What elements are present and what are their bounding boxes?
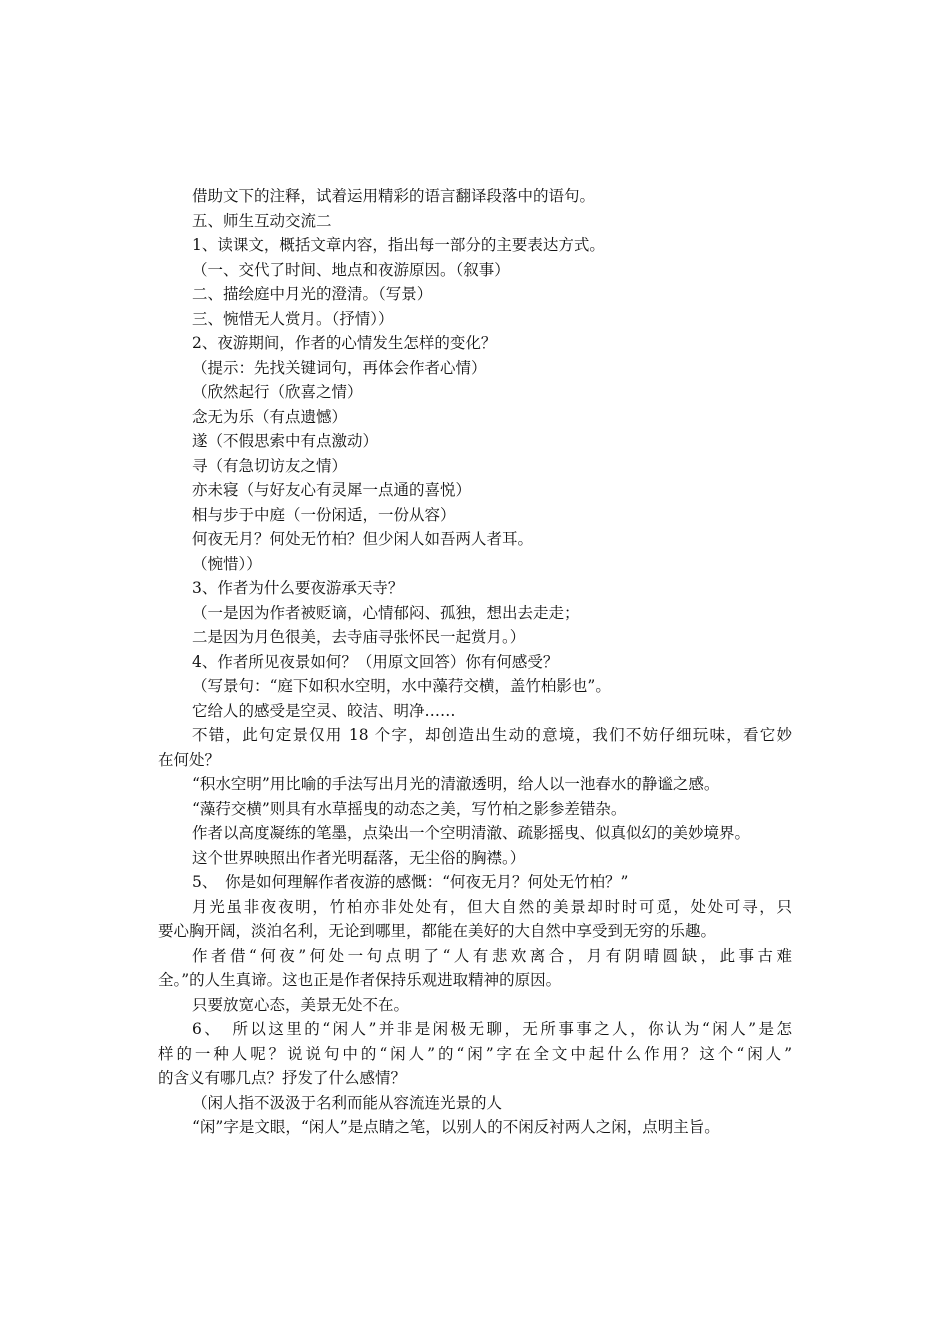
answer-line: 二是因为月色很美，去寺庙寻张怀民一起赏月。） — [192, 628, 526, 646]
answer-line: （一、交代了时间、地点和夜游原因。（叙事） — [192, 260, 510, 279]
answer-line: 遂（不假思索中有点激动） — [192, 432, 379, 450]
paragraph-line: 全。”的人生真谛。这也正是作者保持乐观进取精神的原因。 — [158, 971, 562, 989]
answer-line: （闲人指不汲汲于名利而能从容流连光景的人 — [192, 1093, 503, 1112]
body-text — [158, 184, 792, 1140]
question-2: 2、夜游期间，作者的心情发生怎样的变化？ — [192, 334, 497, 352]
answer-line: 它给人的感受是空灵、皎洁、明净…… — [192, 701, 456, 720]
answer-line: （一是因为作者被贬谪，心情郁闷、孤独，想出去走走； — [192, 603, 580, 622]
answer-line: 念无为乐（有点遗憾） — [192, 407, 348, 426]
paragraph-line: “藻荇交横”则具有水草摇曳的动态之美，写竹柏之影参差错杂。 — [192, 799, 627, 818]
question-3: 3、作者为什么要夜游承天寺？ — [192, 579, 404, 597]
paragraph-line: 样的一种人呢？说说句中的“闲人”的“闲”字在全文中起什么作用？这个“闲人” — [158, 1044, 792, 1063]
question-6: 6、 所以这里的“闲人”并非是闲极无聊，无所事事之人，你认为“闲人”是怎 — [192, 1020, 792, 1038]
paragraph-line: 的含义有哪几点？抒发了什么感情？ — [158, 1069, 407, 1087]
paragraph-line: 作者借“何夜”何处一句点明了“人有悲欢离合，月有阴晴圆缺，此事古难 — [192, 946, 792, 965]
answer-line: 三、惋惜无人赏月。（抒情）） — [192, 309, 394, 328]
answer-line: （写景句：“庭下如积水空明，水中藻荇交横，盖竹柏影也”。 — [192, 677, 611, 695]
answer-line: （欣然起行（欣喜之情） — [192, 383, 363, 401]
paragraph-line: “积水空明”用比喻的手法写出月光的清澈透明，给人以一池春水的静谧之感。 — [192, 775, 720, 793]
paragraph-line: 这个世界映照出作者光明磊落，无尘俗的胸襟。） — [192, 848, 526, 867]
answer-line: 相与步于中庭（一份闲适，一份从容） — [192, 505, 456, 524]
answer-line: “闲”字是文眼，“闲人”是点睛之笔，以别人的不闲反衬两人之闲，点明主旨。 — [192, 1118, 720, 1136]
answer-line: 寻（有急切访友之情） — [192, 456, 348, 475]
question-1: 1、读课文，概括文章内容，指出每一部分的主要表达方式。 — [192, 236, 605, 254]
section-heading: 五、师生互动交流二 — [192, 211, 332, 230]
paragraph-line: 月光虽非夜夜明，竹柏亦非处处有，但大自然的美景却时时可觅，处处可寻，只 — [192, 897, 792, 916]
paragraph-line: 不错，此句定景仅用 18 个字，却创造出生动的意境，我们不妨仔细玩味，看它妙 — [192, 726, 792, 744]
paragraph-line: 作者以高度凝练的笔墨，点染出一个空明清澈、疏影摇曳、似真似幻的美妙境界。 — [192, 824, 751, 842]
answer-line: 亦未寝（与好友心有灵犀一点通的喜悦） — [192, 481, 472, 499]
answer-line: （惋惜）） — [192, 554, 262, 573]
question-4: 4、作者所见夜景如何？（用原文回答）你有何感受？ — [192, 652, 559, 671]
paragraph-line: 借助文下的注释，试着运用精彩的语言翻译段落中的语句。 — [192, 187, 596, 205]
paragraph-line: 要心胸开阔，淡泊名利，无论到哪里，都能在美好的大自然中享受到无穷的乐趣。 — [158, 922, 717, 940]
hint-line: （提示：先找关键词句，再体会作者心情） — [192, 358, 487, 377]
answer-line: 二、描绘庭中月光的澄清。（写景） — [192, 285, 433, 303]
question-5: 5、 你是如何理解作者夜游的感慨：“何夜无月？何处无竹柏？” — [192, 873, 629, 891]
answer-line: 何夜无月？何处无竹柏？但少闲人如吾两人者耳。 — [192, 530, 534, 548]
paragraph-line: 在何处？ — [158, 750, 221, 769]
paragraph-line: 只要放宽心态，美景无处不在。 — [192, 995, 410, 1014]
